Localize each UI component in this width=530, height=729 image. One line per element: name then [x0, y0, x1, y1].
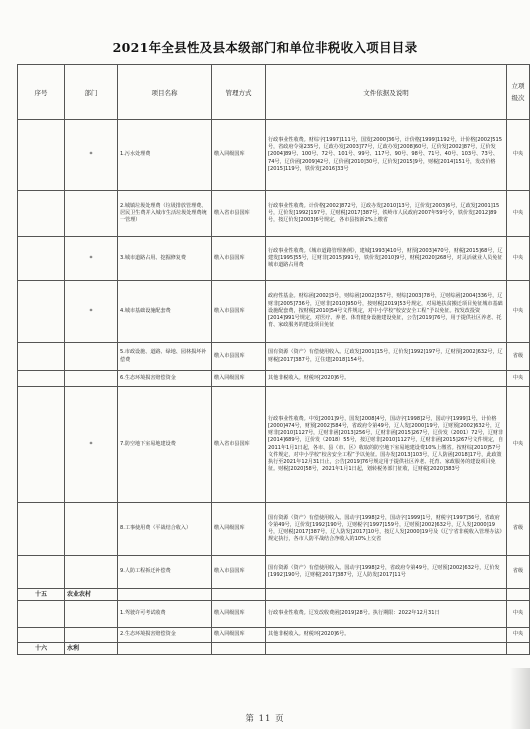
mgmt-method: 缴入同级国库 — [212, 120, 266, 191]
key-mark — [65, 503, 118, 556]
header-no: 序号 — [18, 65, 65, 120]
mgmt-method: 缴入市县国库 — [212, 237, 266, 281]
key-mark: * — [65, 237, 118, 281]
table-header-row — [18, 65, 530, 120]
basis-text: 行政事业性收费。计价格[2002]872号，辽政办发[2010]13号，辽价发[2003]6号，辽政发[2001]15号，辽价发[1992]197号，辽财税[2017]387号，铁岭市人民政府2007年59号令，铁价发[2012]89号，按辽价发[2003]6号规定，各市县按新2%上缴省 — [266, 191, 507, 237]
table-row — [18, 556, 530, 589]
section-dept: 农业农村 — [65, 589, 118, 601]
key-mark — [65, 371, 118, 387]
page-title: 2021年全县性及县本级部门和单位非税收入项目目录 — [112, 40, 418, 55]
basis-text: 国有资源（资产）有偿使用收入。辽政发[2001]15号，辽价发[1992]197号，辽财预[2002]632号，辽财税[2017]387号，辽住建[2018]154号。 — [266, 343, 507, 371]
mgmt-method: 缴入省市县国库 — [212, 191, 266, 237]
key-mark — [65, 556, 118, 589]
key-mark — [65, 191, 118, 237]
level-value: 中央 — [507, 281, 530, 343]
level-value: 中央 — [507, 237, 530, 281]
scan-shadow — [510, 668, 530, 729]
level-value: 省级 — [507, 503, 530, 556]
item-name: 9.人防工程拆迁补偿费 — [118, 556, 212, 589]
level-value: 中央 — [507, 191, 530, 237]
section-row — [18, 643, 530, 655]
basis-text: 行政事业性收费。《城市道路管理条例》，建城[1993]410号，财预[2003]470号，财税[2015]68号，辽建发[1995]55号，辽财非[2015]991号，铁价发[2010]9号，财税[2020]268号，对灵活就业人员免征城市道路占用费 — [266, 237, 507, 281]
level-value: 中央 — [507, 387, 530, 503]
header-level — [507, 65, 530, 120]
table-row — [18, 281, 530, 343]
level-value: 省级 — [507, 556, 530, 589]
item-name: 1.污水处理费 — [118, 120, 212, 191]
page-number: 第 11 页 — [245, 714, 285, 724]
header-mgmt: 管理方式 — [212, 65, 266, 120]
mgmt-method: 缴入市县国库 — [212, 281, 266, 343]
item-name: 3.城市道路占用、挖掘修复费 — [118, 237, 212, 281]
table-row — [18, 191, 530, 237]
basis-text: 行政事业性收费。中发[2001]9号，国发[2008]4号，国动字[1998]2号，国动字[1999]1号，计价格[2000]474号，财预[2002]584号，省政府令第49号，辽人发[2000]19号，辽财预[2002]632号，辽财非[2010]1127号，辽财非函[2013]256号，辽财非函[2015]267号，辽价发（2001）72号，辽财非[2014]689号，辽价发（2018）55号，按辽财非[2010]1127号，辽财非函[2015]267号文件规定，自2011年1月1日起，各市、县（市、区）收取的防空地下室易地建设费10%上缴省。按财综[2010]57号文件规定，对中小学校“校舍安全工程”予以免征。国办发[2013]103号，辽人防函[2018]17号，此政策执行至2021年12月31日止，公告[2019]76号规定用于提供社区养老、托育、家政服务的建设项目免征。财税[2020]58号，2021年1月1日起，划转税务部门征收，辽财税[2020]383号 — [266, 387, 507, 503]
mgmt-method: 缴入同级国库 — [212, 601, 266, 628]
item-name: 5.市政设施、道路、绿地、园林损坏补偿费 — [118, 343, 212, 371]
mgmt-method: 缴入同级国库 — [212, 371, 266, 387]
section-number: 十五 — [18, 589, 65, 601]
table-row — [18, 628, 530, 643]
item-name: 1.驾驶许可考试收费 — [118, 601, 212, 628]
basis-text: 行政事业性收费。财综字[1997]111号，国发[2000]36号，计价格[1999]1192号，计价格[2002]515号，省政府令第235号，辽政办发[2003]77号，辽政办发[2008]60号，辽价发[2002]87号，辽价发[2004]89号、100号、72号、101号、99号、117号、90号、98号、71号、40号、103号、73号、74号，辽价函[2009]42号，辽价函[2010]30号，辽价发[2015]9号，财税[2014]151号，发改价格[2015]119号，铁价发[2016]33号 — [266, 120, 507, 191]
table-row — [18, 343, 530, 371]
basis-text: 其他非税收入。财税环[2020]6号。 — [266, 371, 507, 387]
header-dept: 部门 — [65, 65, 118, 120]
level-value: 中央 — [507, 601, 530, 628]
key-mark: * — [65, 281, 118, 343]
table-row — [18, 371, 530, 387]
item-name: 2.生态环境损害赔偿资金 — [118, 628, 212, 643]
basis-text: 行政事业性收费。辽发改收费函[2019]28号。执行期限：2022年12月31日 — [266, 601, 507, 628]
header-item: 项目名称 — [118, 65, 212, 120]
key-mark: * — [65, 387, 118, 503]
level-value: 中央 — [507, 628, 530, 643]
mgmt-method: 缴入市县国库 — [212, 556, 266, 589]
basis-text: 政府性基金。财综函[2002]3号，财综函[2002]357号，财综[2003]78号，辽财综函[2004]336号，辽财非[2005]736号，辽财非[2010]950号，按财税[2019]53号规定，对易地扶贫搬迁项目免征城市基础设施配套费，按财税[2010]54号文件规定，对中小学校“校安安全工程”予以免征。按发改投资[2014]991号规定，对医疗、养老、体育健身设施建设免征，公告[2019]76号，用于提供社区养老、托育、家政服务的建设项目免征 — [266, 281, 507, 343]
level-value: 省级 — [507, 343, 530, 371]
key-mark — [65, 343, 118, 371]
section-row — [18, 589, 530, 601]
level-value: 中央 — [507, 120, 530, 191]
mgmt-method: 缴入同级国库 — [212, 503, 266, 556]
key-mark: * — [65, 120, 118, 191]
item-name: 7.防空地下室易地建设费 — [118, 387, 212, 503]
level-value: 中央 — [507, 371, 530, 387]
header-level-line2: 级次 — [511, 94, 525, 102]
mgmt-method: 缴入同级国库 — [212, 628, 266, 643]
table-row — [18, 237, 530, 281]
mgmt-method: 缴入省市县国库 — [212, 387, 266, 503]
basis-text: 国有资源（资产）有偿使用收入。国动字[1998]2号，国动字[1999]1号，财税字[1997]36号，省政府令第49号，辽价发[1992]190号，辽财税字[1997]159号，辽财预[2002]632号，辽人发[2000]19号，辽财税[2017]387号，辽人防发[2017]10号，按辽人发[2000]19号及《辽宁省非税收入管理办法》规定执行，各市人防平战结合净收入的10%上交省 — [266, 503, 507, 556]
section-number: 十六 — [18, 643, 65, 655]
item-name: 8.工事使用费（平战结合收入） — [118, 503, 212, 556]
item-name: 4.城市基础设施配套费 — [118, 281, 212, 343]
basis-text: 其他非税收入。财税环[2020]6号。 — [266, 628, 507, 643]
item-catalog-table — [17, 64, 530, 655]
item-name: 2.城镇垃圾处理费（垃圾排放管理费、居民卫生费并入城市生活垃圾处理费统一管理） — [118, 191, 212, 237]
header-basis: 文件依据及说明 — [266, 65, 507, 120]
table-row — [18, 503, 530, 556]
section-dept: 水利 — [65, 643, 118, 655]
table-row — [18, 387, 530, 503]
table-row — [18, 120, 530, 191]
header-level-line1: 立项 — [511, 82, 525, 90]
item-name: 6.生态环境损害赔偿资金 — [118, 371, 212, 387]
table-row — [18, 601, 530, 628]
basis-text: 国有资源（资产）有偿使用收入。国动字[1998]2号，省政府令第49号，辽财预[2002]632号，辽价发[1992]190号，辽财税[2017]387号，辽人防发[2017]11号 — [266, 556, 507, 589]
mgmt-method: 缴入市县国库 — [212, 343, 266, 371]
